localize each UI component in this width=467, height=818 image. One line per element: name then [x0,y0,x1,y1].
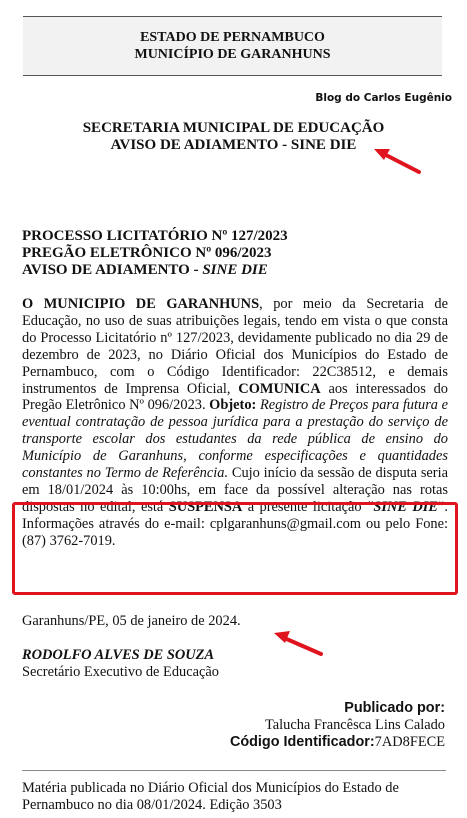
document-header [23,16,442,76]
section-title-line2: AVISO DE ADIAMENTO - SINE DIE [110,137,357,153]
header-municipality: MUNICÍPIO DE GARANHUNS [134,47,331,62]
pregao-number: PREGÃO ELETRÔNICO Nº 096/2023 [22,245,272,261]
body-part-1: , por meio da Secretaria de Educação, no uso de suas atribuições legais, tendo em vista o que consta do Processo Licitatório nº 127/2023, devidamente publicado no dia 29 de dezembro de 2023, no Diário Oficial dos Municípios do Estado de Pernambuco, com o Código Identificador: 22C38512, e demais instrumentos de Imprensa Oficial, [22,296,448,397]
published-by-block [230,700,445,751]
body-part-5: ”. Informações através do e-mail: cplgaranhuns@gmail.com ou pelo Fone: (87) 3762-7019. [22,498,448,549]
comunica-word: COMUNICA [238,380,321,397]
process-header [22,228,288,279]
footer-note: Matéria publicada no Diário Oficial dos Municípios do Estado de Pernambuco no dia 08/01/2024. Edição 3503 [22,780,399,813]
annotation-arrow-date [272,628,324,658]
highlight-box [12,502,458,595]
suspensa-word: SUSPENSA [168,498,243,515]
adiamento-sine-die: SINE DIE [202,262,268,278]
process-number: PROCESSO LICITATÓRIO Nº 127/2023 [22,228,288,244]
signer-name: RODOLFO ALVES DE SOUZA [22,647,215,663]
adiamento-line [22,262,288,279]
body-part-2: aos interessados do Pregão Eletrônico Nº 096/2023. [22,380,448,414]
date-line: Garanhuns/PE, 05 de janeiro de 2024. [22,613,241,629]
header-state: ESTADO DE PERNAMBUCO [140,30,325,45]
objeto-label: Objeto: [209,397,257,414]
section-title-line1: SECRETARIA MUNICIPAL DE EDUCAÇÃO [82,120,385,136]
signer-role: Secretário Executivo de Educação [22,664,219,680]
objeto-text: Registro de Preços para futura e eventual contratação de pessoa jurídica para a prestação do serviço de transporte escolar dos estudantes da rede pública de ensino do Município de Garanhuns, conforme especificações e quantidades constantes no Termo de Referência. [22,397,448,482]
code-value: 7AD8FECE [374,734,445,750]
sine-die-quote: SINE DIE [373,498,438,515]
body-part-4: a presente licitação “ [242,498,374,515]
body-part-3: Cujo início da sessão de disputa seria em 18/01/2024 às 10:00hs, em face da possível alteração nas rotas dispostas no edital, está [22,465,448,515]
adiamento-prefix: AVISO DE ADIAMENTO - [22,262,203,278]
blog-credit: Blog do Carlos Eugênio [315,92,452,104]
published-person: Talucha Francêsca Lins Calado [264,717,445,733]
code-label: Código Identificador: [229,734,375,750]
published-code [230,734,445,751]
published-label: Publicado por: [344,700,445,716]
signer-block [22,647,219,681]
annotation-arrow-title [372,145,422,175]
footer-divider [22,770,446,771]
municipality-name: O MUNICIPIO DE GARANHUNS [22,296,260,312]
